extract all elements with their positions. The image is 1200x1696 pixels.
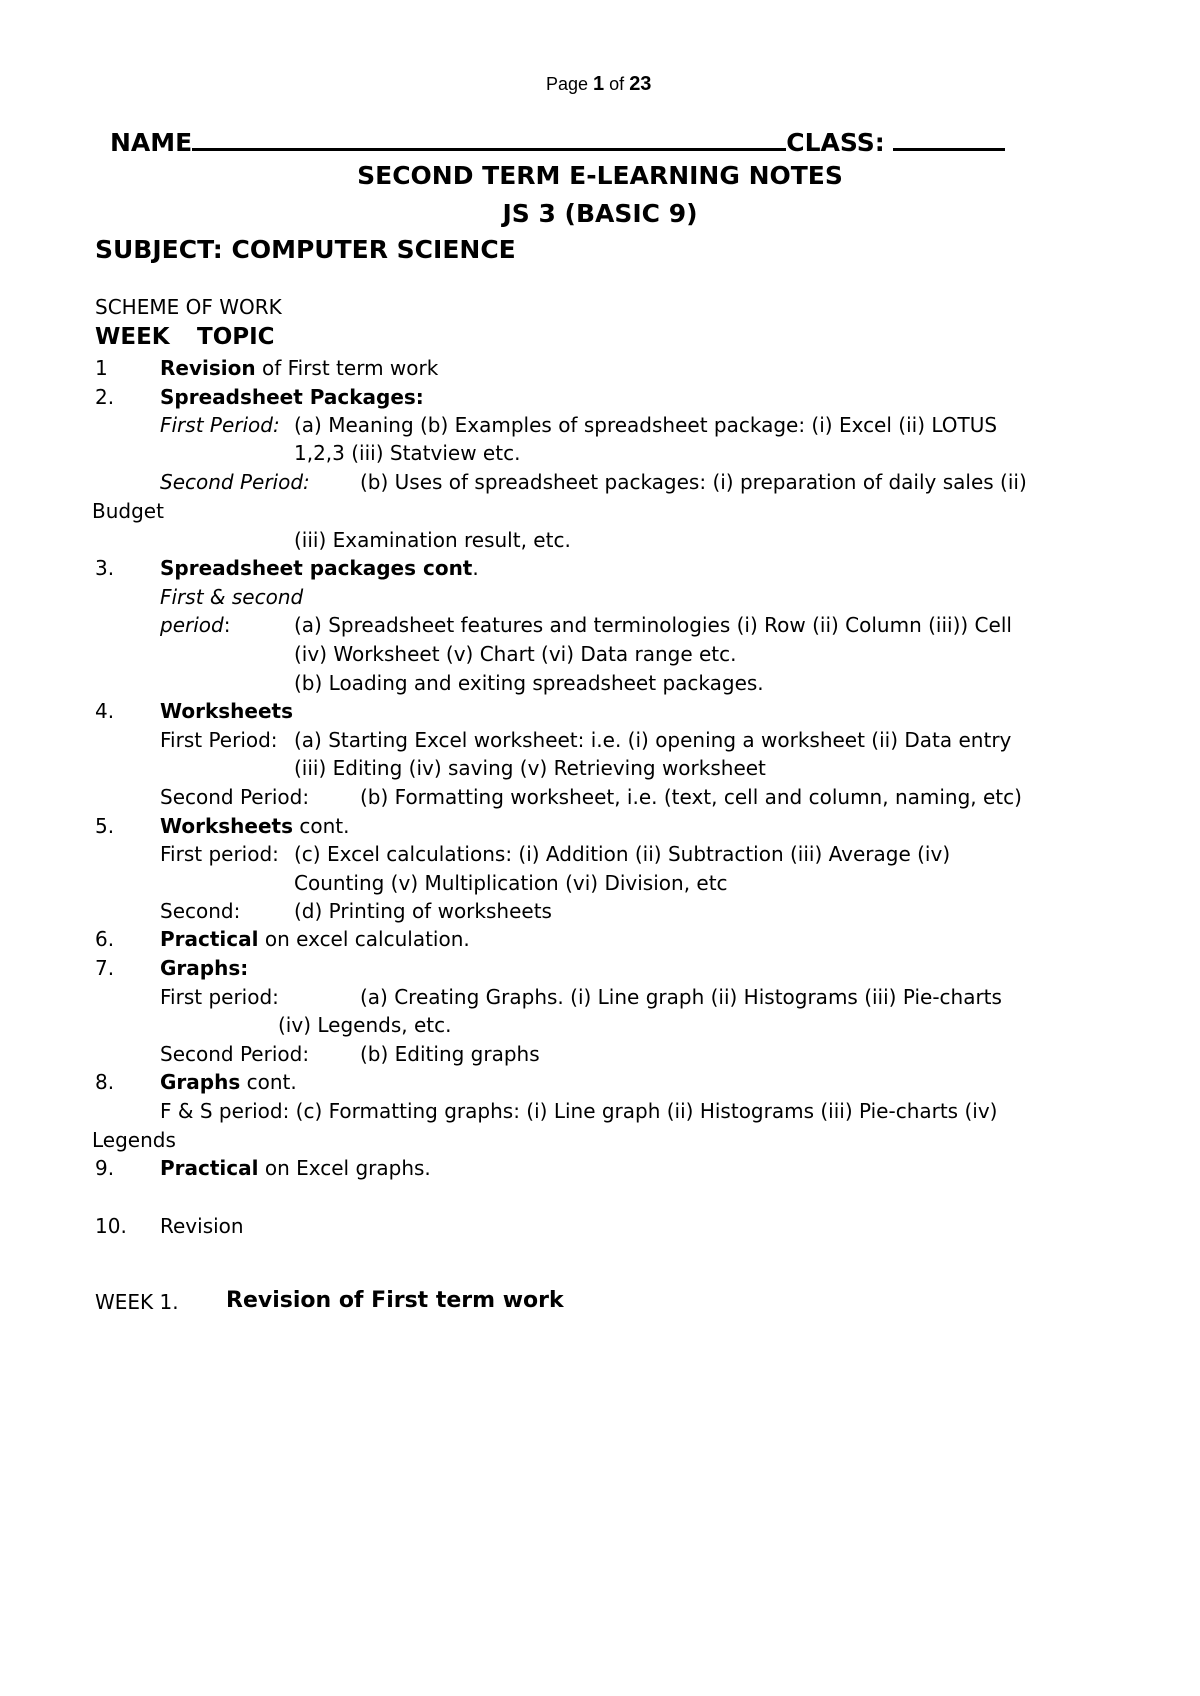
class-blank[interactable] xyxy=(893,124,1005,151)
week-number: 7. xyxy=(95,956,115,980)
title-rest: cont. xyxy=(293,814,350,838)
week-number: 8. xyxy=(95,1070,115,1094)
name-class-line xyxy=(110,124,1005,158)
page-number xyxy=(546,72,651,96)
period-text: (b) Uses of spreadsheet packages: (i) preparation of daily sales (ii) xyxy=(360,470,1027,494)
week-number: 9. xyxy=(95,1156,115,1180)
week-9-topic xyxy=(160,1156,431,1180)
period-label-colon: : xyxy=(223,613,231,637)
title-bold: Spreadsheet packages cont xyxy=(160,556,473,580)
week-column-header: WEEK xyxy=(95,324,170,350)
period-text-cont: (b) Loading and exiting spreadsheet packages. xyxy=(294,671,764,695)
page-number-prefix: Page xyxy=(546,74,594,94)
week-4-title: Worksheets xyxy=(160,699,293,723)
page-number-separator: of xyxy=(604,74,630,94)
period-text-wrap: Budget xyxy=(92,499,164,523)
class-title: JS 3 (BASIC 9) xyxy=(502,199,698,228)
page-number-current: 1 xyxy=(593,73,605,95)
topic-bold: Practical xyxy=(160,927,259,951)
week-2-title: Spreadsheet Packages: xyxy=(160,385,424,409)
period-text-wrap: Legends xyxy=(92,1128,176,1152)
section-title: Revision of First term work xyxy=(226,1288,564,1313)
period-label: First Period: xyxy=(160,728,278,752)
week-1-topic xyxy=(160,356,438,380)
period-text: (d) Printing of worksheets xyxy=(294,899,552,923)
topic-bold: Revision xyxy=(160,356,256,380)
week-7-title: Graphs: xyxy=(160,956,249,980)
period-text: (a) Starting Excel worksheet: i.e. (i) opening a worksheet (ii) Data entry xyxy=(294,728,1012,752)
period-text: F & S period: (c) Formatting graphs: (i) Line graph (ii) Histograms (iii) Pie-charts (iv) xyxy=(160,1099,998,1123)
period-label: Second Period: xyxy=(160,1042,310,1066)
period-text: (a) Meaning (b) Examples of spreadsheet package: (i) Excel (ii) LOTUS xyxy=(294,413,998,437)
title-bold: Worksheets xyxy=(160,814,293,838)
period-text-cont: (iv) Worksheet (v) Chart (vi) Data range etc. xyxy=(294,642,737,666)
period-label: First period: xyxy=(160,985,279,1009)
week-number: 10. xyxy=(95,1214,127,1238)
period-label: Second Period: xyxy=(160,785,310,809)
scheme-heading: SCHEME OF WORK xyxy=(95,295,282,319)
period-text-cont: Counting (v) Multiplication (vi) Division, etc xyxy=(294,871,728,895)
week-number: 3. xyxy=(95,556,115,580)
title-bold: Graphs xyxy=(160,1070,241,1094)
period-text: (a) Creating Graphs. (i) Line graph (ii) Histograms (iii) Pie-charts xyxy=(360,985,1002,1009)
period-text: (c) Excel calculations: (i) Addition (ii) Subtraction (iii) Average (iv) xyxy=(294,842,951,866)
week-3-title xyxy=(160,556,479,580)
period-label: Second Period: xyxy=(160,470,310,494)
week-number: 6. xyxy=(95,927,115,951)
title-rest: cont. xyxy=(240,1070,297,1094)
period-label-cont xyxy=(160,613,230,637)
period-text-cont: (iii) Editing (iv) saving (v) Retrieving worksheet xyxy=(294,756,766,780)
week-number: 5. xyxy=(95,814,115,838)
period-label: First Period: xyxy=(160,413,280,437)
period-label: Second: xyxy=(160,899,241,923)
period-text: (a) Spreadsheet features and terminologies (i) Row (ii) Column (iii)) Cell xyxy=(294,613,1012,637)
week-number: 1 xyxy=(95,356,108,380)
week-5-title xyxy=(160,814,349,838)
subject-heading: SUBJECT: COMPUTER SCIENCE xyxy=(95,235,516,264)
period-label-word: period xyxy=(160,613,224,637)
week-10-topic: Revision xyxy=(160,1214,244,1238)
topic-column-header: TOPIC xyxy=(197,324,275,350)
topic-rest: of First term work xyxy=(255,356,439,380)
period-text: (b) Formatting worksheet, i.e. (text, cell and column, naming, etc) xyxy=(360,785,1022,809)
topic-rest: on Excel graphs. xyxy=(258,1156,431,1180)
page-number-total: 23 xyxy=(629,73,652,95)
period-label: First period: xyxy=(160,842,279,866)
week-number: 4. xyxy=(95,699,115,723)
period-label: First & second xyxy=(160,585,304,609)
document-title: SECOND TERM E-LEARNING NOTES xyxy=(357,161,843,190)
name-blank[interactable] xyxy=(192,124,786,151)
period-text: (b) Editing graphs xyxy=(360,1042,540,1066)
topic-rest: on excel calculation. xyxy=(258,927,470,951)
class-label: CLASS: xyxy=(786,128,894,157)
period-text-cont: 1,2,3 (iii) Statview etc. xyxy=(294,441,521,465)
period-text-cont: (iv) Legends, etc. xyxy=(278,1013,452,1037)
period-text-cont: (iii) Examination result, etc. xyxy=(294,528,571,552)
week-6-topic xyxy=(160,927,470,951)
title-end: . xyxy=(472,556,479,580)
name-label: NAME xyxy=(110,128,193,157)
week-number: 2. xyxy=(95,385,115,409)
topic-bold: Practical xyxy=(160,1156,259,1180)
section-week-label: WEEK 1. xyxy=(95,1290,179,1314)
week-8-title xyxy=(160,1070,297,1094)
